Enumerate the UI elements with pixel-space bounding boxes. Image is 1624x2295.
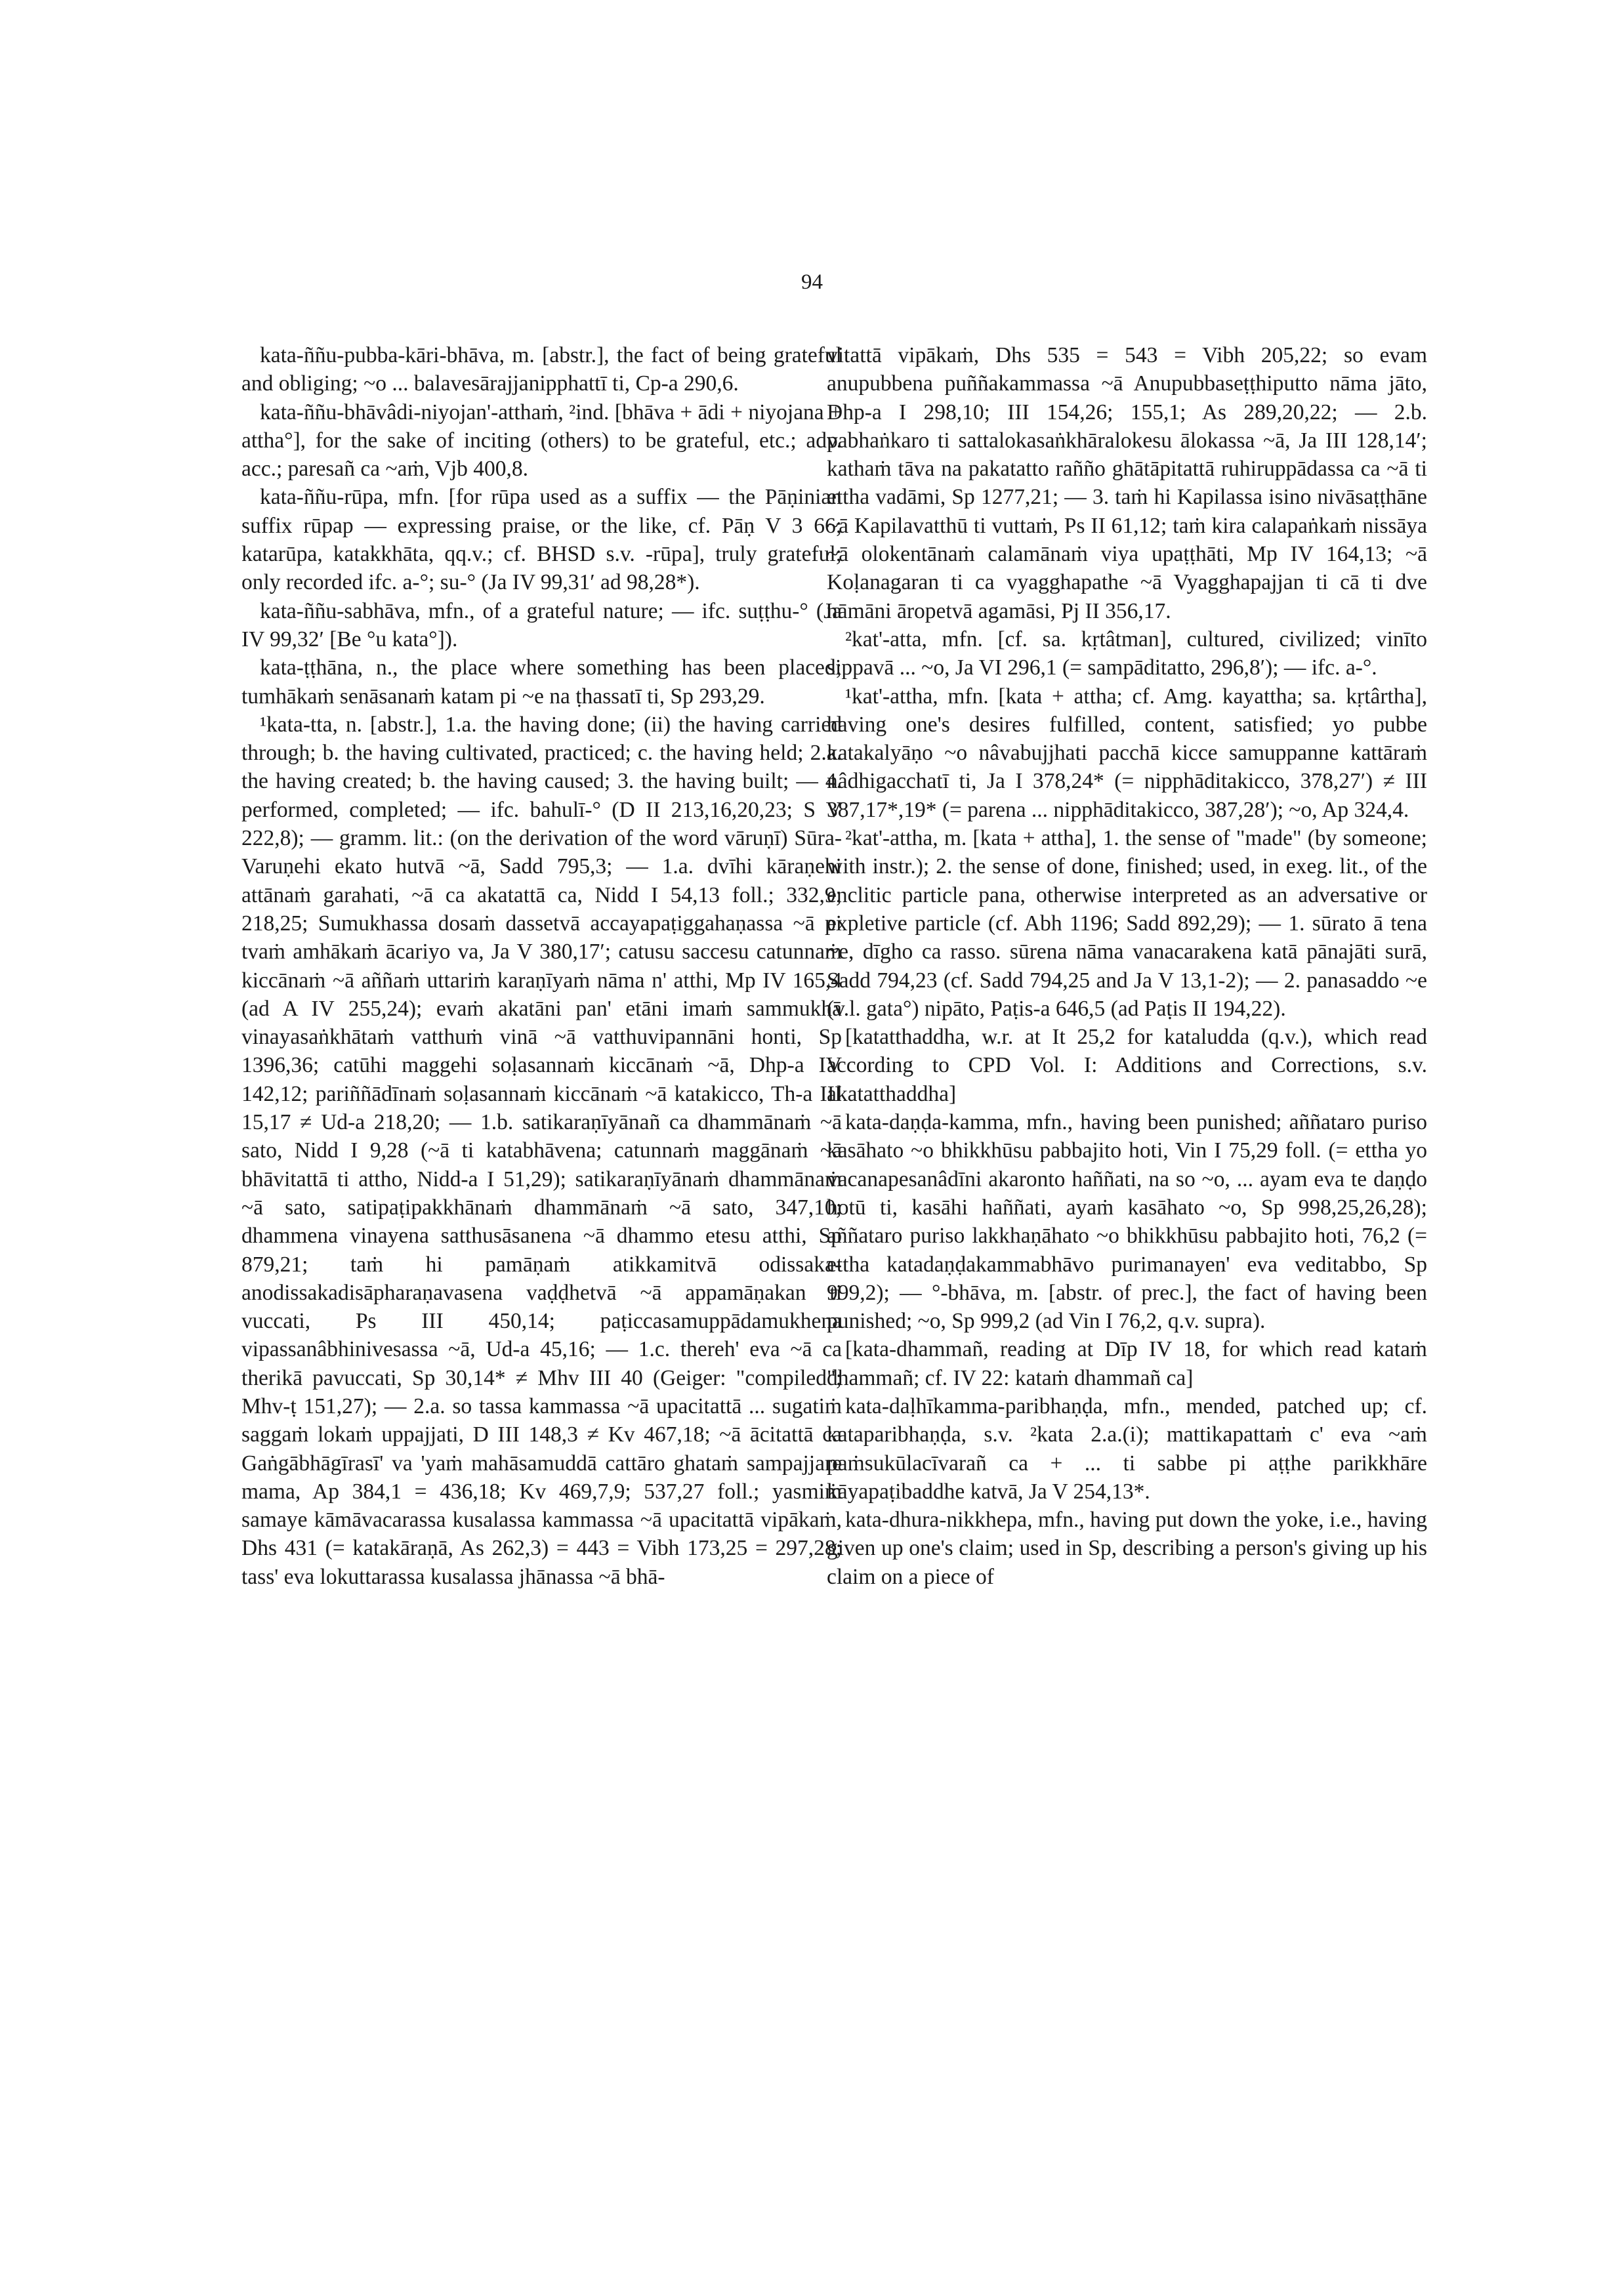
dictionary-entry-continued: vitattā vipākaṁ, Dhs 535 = 543 = Vibh 205,22; so evam anupubbena puññakammassa ~ā Anupubbaseṭṭhiputto nāma jāto, Dhp-a I 298,10; III 154,26; 155,1; As 289,20,22; — 2.b. pabhaṅkaro ti sattalokasaṅkhāralokesu ālokassa ~ā, Ja III 128,14′; kathaṁ tāva na pakatatto rañño ghātāpitattā ruhiruppādassa ca ~ā ti ettha vadāmi, Sp 1277,21; — 3. taṁ hi Kapilassa isino nivāsaṭṭhāne ~ā Kapilavatthū ti vuttaṁ, Ps II 61,12; taṁ kira calapaṅkaṁ nissāya ~ā olokentānaṁ calamānaṁ viya upaṭṭhāti, Mp IV 164,13; ~ā Koḷanagaran ti ca vyagghapathe ~ā Vyagghapajjan ti cā ti dve nāmāni āropetvā agamāsi, Pj II 356,17.: [827, 343, 1427, 623]
dictionary-entry: kata-ññu-sabhāva, mfn., of a grateful nature; — ifc. suṭṭhu-° (Ja IV 99,32′ [Be °u kata°]).: [241, 598, 842, 651]
page-number: 94: [801, 270, 823, 294]
dictionary-entry: kata-ṭṭhāna, n., the place where something has been placed; tumhākaṁ senāsanaṁ katam pi ~e na ṭhassatī ti, Sp 293,29.: [241, 655, 842, 709]
dictionary-entry: kata-ññu-rūpa, mfn. [for rūpa used as a suffix — the Pāṇinian suffix rūpap — expressing praise, or the like, cf. Pāṇ V 3 66; katarūpa, katakkhāta, qq.v.; cf. BHSD s.v. -rūpa], truly grateful; only recorded ifc. a-°; su-° (Ja IV 99,31′ ad 98,28*).: [241, 485, 842, 595]
left-column: [241, 341, 842, 1591]
dictionary-entry: kata-ññu-pubba-kāri-bhāva, m. [abstr.], the fact of being grateful and obliging; ~o ... balavesārajjanipphattī ti, Cp-a 290,6.: [241, 343, 842, 396]
dictionary-entry: ²kat'-atta, mfn. [cf. sa. kṛtâtman], cultured, civilized; vinīto sippavā ... ~o, Ja VI 296,1 (= sampāditatto, 296,8′); — ifc. a-°.: [827, 627, 1427, 680]
dictionary-entry: kata-dhura-nikkhepa, mfn., having put down the yoke, i.e., having given up one's claim; used in Sp, describing a person's giving up his claim on a piece of: [827, 1508, 1427, 1589]
dictionary-entry: kata-ññu-bhāvâdi-niyojan'-atthaṁ, ²ind. [bhāva + ādi + niyojana + attha°], for the sake of inciting (others) to be grateful, etc.; adv. acc.; paresañ ca ~aṁ, Vjb 400,8.: [241, 400, 842, 482]
dictionary-entry: ²kat'-attha, m. [kata + attha], 1. the sense of "made" (by someone; with instr.); 2. the sense of done, finished; used, in exeg. lit., of the enclitic particle pana, otherwise interpreted as an adversative or expletive particle (cf. Abh 1196; Sadd 892,29); — 1. sūrato ā tena ~e, dīgho ca rasso. sūrena nāma vanacarakena katā pānajāti surā, Sadd 794,23 (cf. Sadd 794,25 and Ja V 13,1-2); — 2. panasaddo ~e (v.l. gata°) nipāto, Paṭis-a 646,5 (ad Paṭis II 194,22).: [827, 826, 1427, 1021]
dictionary-entry: ¹kata-tta, n. [abstr.], 1.a. the having done; (ii) the having carried through; b. the having cultivated, practiced; c. the having held; 2.a. the having created; b. the having caused; 3. the having built; — 4. performed, completed; — ifc. bahulī-° (D II 213,16,20,23; S V 222,8); — gramm. lit.: (on the derivation of the word vāruṇī) Sūra-Varuṇehi ekato hutvā ~ā, Sadd 795,3; — 1.a. dvīhi kāraṇehi attānaṁ garahati, ~ā ca akatattā ca, Nidd I 54,13 foll.; 332,9; 218,25; Sumukhassa dosaṁ dassetvā accayapaṭiggahaṇassa ~ā pi tvaṁ amhākaṁ ācariyo va, Ja V 380,17′; catusu saccesu catunnaṁ kiccānaṁ ~ā aññaṁ uttariṁ karaṇīyaṁ nāma n' atthi, Mp IV 165,4 (ad A IV 255,24); evaṁ akatāni pan' etāni imaṁ sammukhā vinayasaṅkhātaṁ vatthuṁ vinā ~ā vatthuvipannāni honti, Sp 1396,36; catūhi maggehi soḷasannaṁ kiccānaṁ ~ā, Dhp-a IV 142,12; pariññādīnaṁ soḷasannaṁ kiccānaṁ ~ā katakicco, Th-a III 15,17 ≠ Ud-a 218,20; — 1.b. satikaraṇīyānañ ca dhammānaṁ ~ā sato, Nidd I 9,28 (~ā ti katabhāvena; catunnaṁ maggānaṁ ~ā bhāvitattā ti attho, Nidd-a I 51,29); satikaraṇīyānaṁ dhammānaṁ ~ā sato, satipaṭipakkhānaṁ dhammānaṁ ~ā sato, 347,10; dhammena vinayena satthusāsanena ~ā dhammo etesu atthi, Sp 879,21; taṁ hi pamāṇaṁ atikkamitvā odissaka-anodissakadisāpharaṇavasena vaḍḍhetvā ~ā appamāṇakan ti vuccati, Ps III 450,14; paṭiccasamuppādamukhena vipassanâbhinivesassa ~ā, Ud-a 45,16; — 1.c. thereh' eva ~ā ca therikā pavuccati, Sp 30,14* ≠ Mhv III 40 (Geiger: "compiled"; Mhv-ṭ 151,27); — 2.a. so tassa kammassa ~ā upacitattā ... sugatiṁ saggaṁ lokaṁ uppajjati, D III 148,3 ≠ Kv 467,18; ~ā ācitattā ca Gaṅgābhāgīrasī' va 'yaṁ mahāsamuddā cattāro ghataṁ sampajjare mama, Ap 384,1 = 436,18; Kv 469,7,9; 537,27 foll.; yasmiṁ samaye kāmāvacarassa kusalassa kammassa ~ā upacitattā vipākaṁ, Dhs 431 (= katakāraṇā, As 262,3) = 443 = Vibh 173,25 = 297,28; tass' eva lokuttarassa kusalassa jhānassa ~ā bhā-: [241, 712, 842, 1589]
dictionary-entry: ¹kat'-attha, mfn. [kata + attha; cf. Amg. kayattha; sa. kṛtârtha], having one's desires fulfilled, content, satisfied; yo pubbe katakalyāṇo ~o nâvabujjhati pacchā kicce samuppanne kattāraṁ nâdhigacchatī ti, Ja I 378,24* (= nipphāditakicco, 378,27′) ≠ III 387,17*,19* (= parena ... nipphāditakicco, 387,28′); ~o, Ap 324,4.: [827, 684, 1427, 822]
dictionary-entry: [katatthaddha, w.r. at It 25,2 for kataludda (q.v.), which read according to CPD Vol. I: Additions and Corrections, s.v. akatatthaddha]: [827, 1025, 1427, 1106]
dictionary-entry: kata-daḷhīkamma-paribhaṇḍa, mfn., mended, patched up; cf. kataparibhaṇḍa, s.v. ²kata 2.a.(i); mattikapattaṁ c' eva ~aṁ paṁsukūlacīvarañ ca + ... ti sabbe pi aṭṭhe parikkhāre kāyapaṭibaddhe katvā, Ja V 254,13*.: [827, 1394, 1427, 1504]
dictionary-entry: kata-daṇḍa-kamma, mfn., having been punished; aññataro puriso kasāhato ~o bhikkhūsu pabbajito hoti, Vin I 75,29 foll. (= ettha yo vacanapesanâdīni akaronto haññati, na so ~o, ... ayam eva te daṇḍo hotū ti, kasāhi haññati, ayaṁ kasāhato ~o, Sp 998,25,26,28); aññataro puriso lakkhaṇāhato ~o bhikkhūsu pabbajito hoti, 76,2 (= ettha katadaṇḍakammabhāvo purimanayen' eva veditabbo, Sp 999,2); — °-bhāva, m. [abstr. of prec.], the fact of having been punished; ~o, Sp 999,2 (ad Vin I 76,2, q.v. supra).: [827, 1110, 1427, 1334]
right-column: [827, 341, 1427, 1591]
dictionary-entry: [kata-dhammañ, reading at Dīp IV 18, for which read kataṁ dhammañ; cf. IV 22: kataṁ dhammañ ca]: [827, 1337, 1427, 1390]
